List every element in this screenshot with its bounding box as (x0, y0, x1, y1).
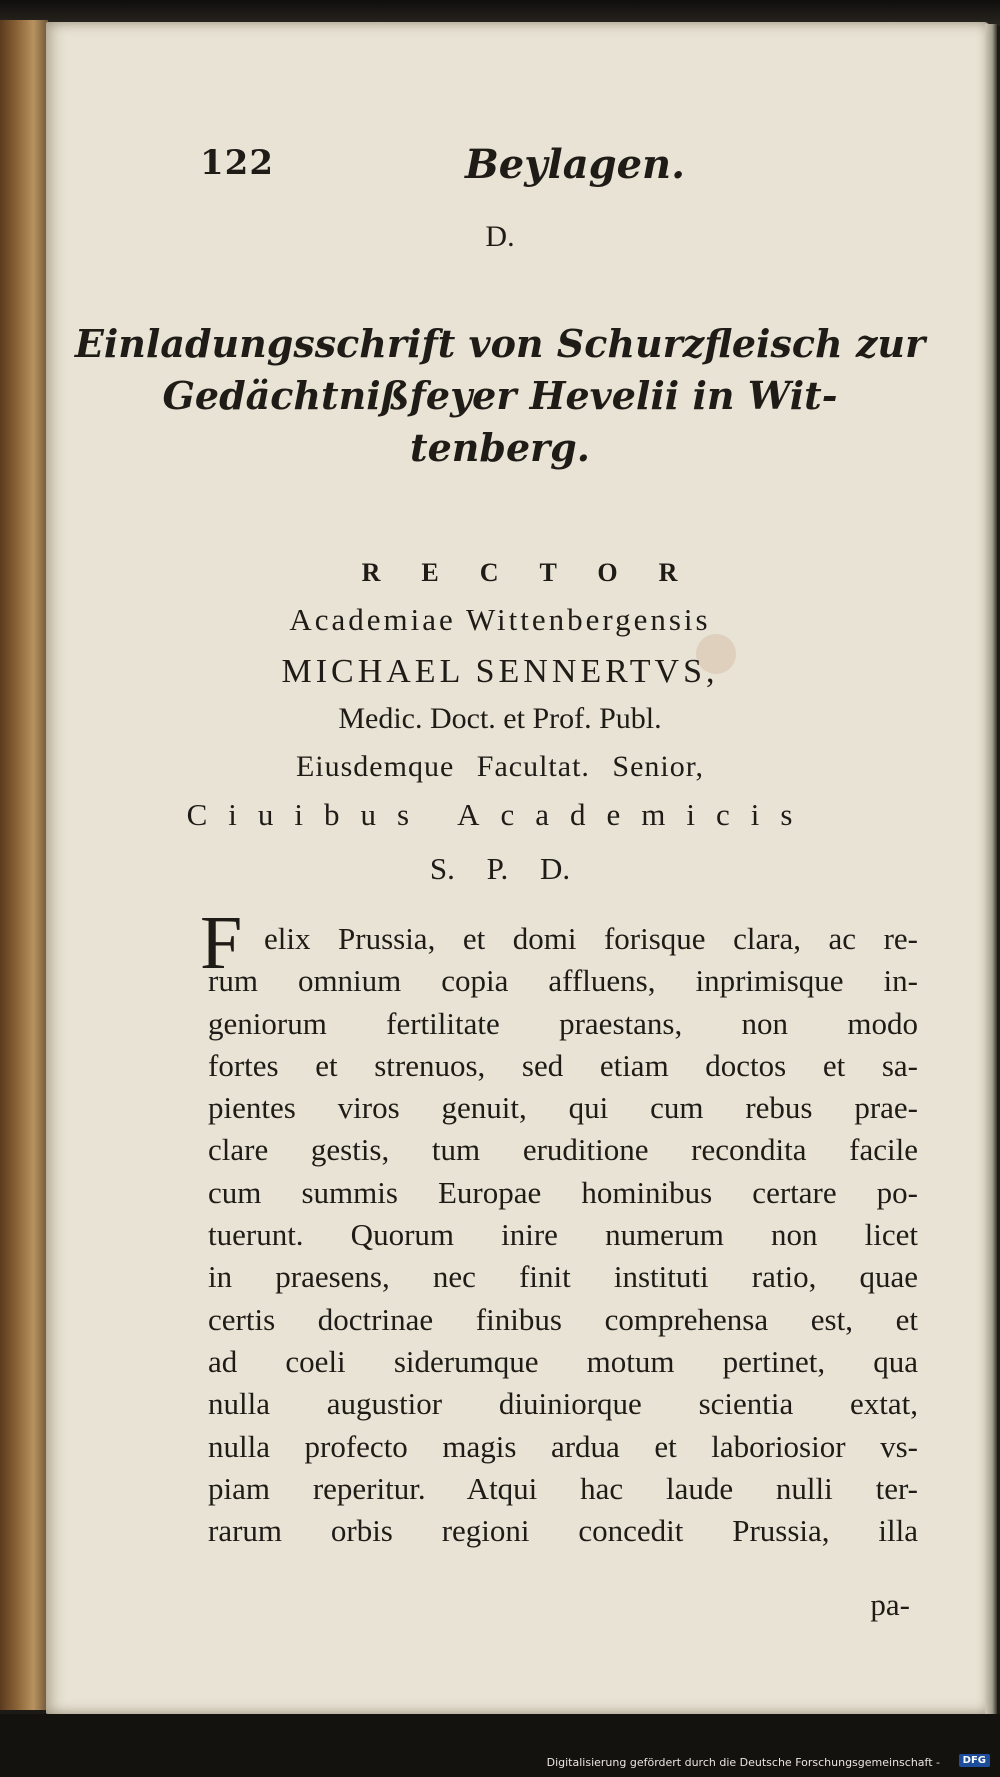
body-text (208, 918, 918, 1552)
rector-line: RECTOR (361, 558, 719, 587)
catchword: pa- (870, 1587, 910, 1622)
academy-line: Academiae Wittenbergensis (289, 602, 711, 637)
body-line: nulla profecto magis ardua et laboriosior vs- (208, 1428, 918, 1464)
body-line: nulla augustior diuiniorque scientia extat, (208, 1386, 918, 1422)
heading-line: Einladungsschrift von Schurzfleisch zur (74, 321, 926, 366)
body-line: tuerunt. Quorum inire numerum non licet (208, 1217, 918, 1253)
page-number: 122 (200, 143, 274, 183)
body-line: pientes viros genuit, qui cum rebus prae- (208, 1090, 918, 1126)
body-line: fortes et strenuos, sed etiam doctos et sa- (208, 1047, 918, 1083)
body-line: piam reperitur. Atqui hac laude nulli ter- (208, 1470, 918, 1506)
body-line: cum summis Europae hominibus certare po- (208, 1174, 918, 1210)
body-line: rarum orbis regioni concedit Prussia, illa (208, 1513, 918, 1549)
body-line: geniorum fertilitate praestans, non modo (208, 1005, 918, 1041)
body-line: elix Prussia, et domi forisque clara, ac re- (264, 921, 918, 956)
body-line: rum omnium copia affluens, inprimisque in- (208, 963, 918, 999)
running-head (200, 143, 860, 193)
rector-title-1: Medic. Doct. et Prof. Publ. (338, 702, 662, 735)
section-heading (0, 318, 1000, 474)
addressees-line: Ciuibus Academicis (186, 797, 814, 832)
rector-title-2: Eiusdemque Facultat. Senior, (295, 750, 705, 783)
digitization-credit: Digitalisierung gefördert durch die Deutsche Forschungsgemeinschaft - (546, 1756, 940, 1769)
running-title: Beylagen. (465, 141, 686, 188)
appendix-letter: D. (485, 220, 515, 253)
body-line: certis doctrinae finibus comprehensa est, et (208, 1301, 918, 1337)
dfg-logo: DFG (959, 1754, 990, 1767)
rector-name: MICHAEL SENNERTVS, (281, 653, 719, 690)
body-line: in praesens, nec finit instituti ratio, quae (208, 1259, 918, 1295)
drop-cap: F (200, 901, 243, 985)
greeting-line: S. P. D. (429, 851, 571, 886)
heading-line: tenberg. (410, 425, 590, 470)
body-line: clare gestis, tum eruditione recondita facile (208, 1132, 918, 1168)
heading-line: Gedächtnißfeyer Hevelii in Wit- (162, 373, 838, 418)
body-line: ad coeli siderumque motum pertinet, qua (208, 1343, 918, 1379)
